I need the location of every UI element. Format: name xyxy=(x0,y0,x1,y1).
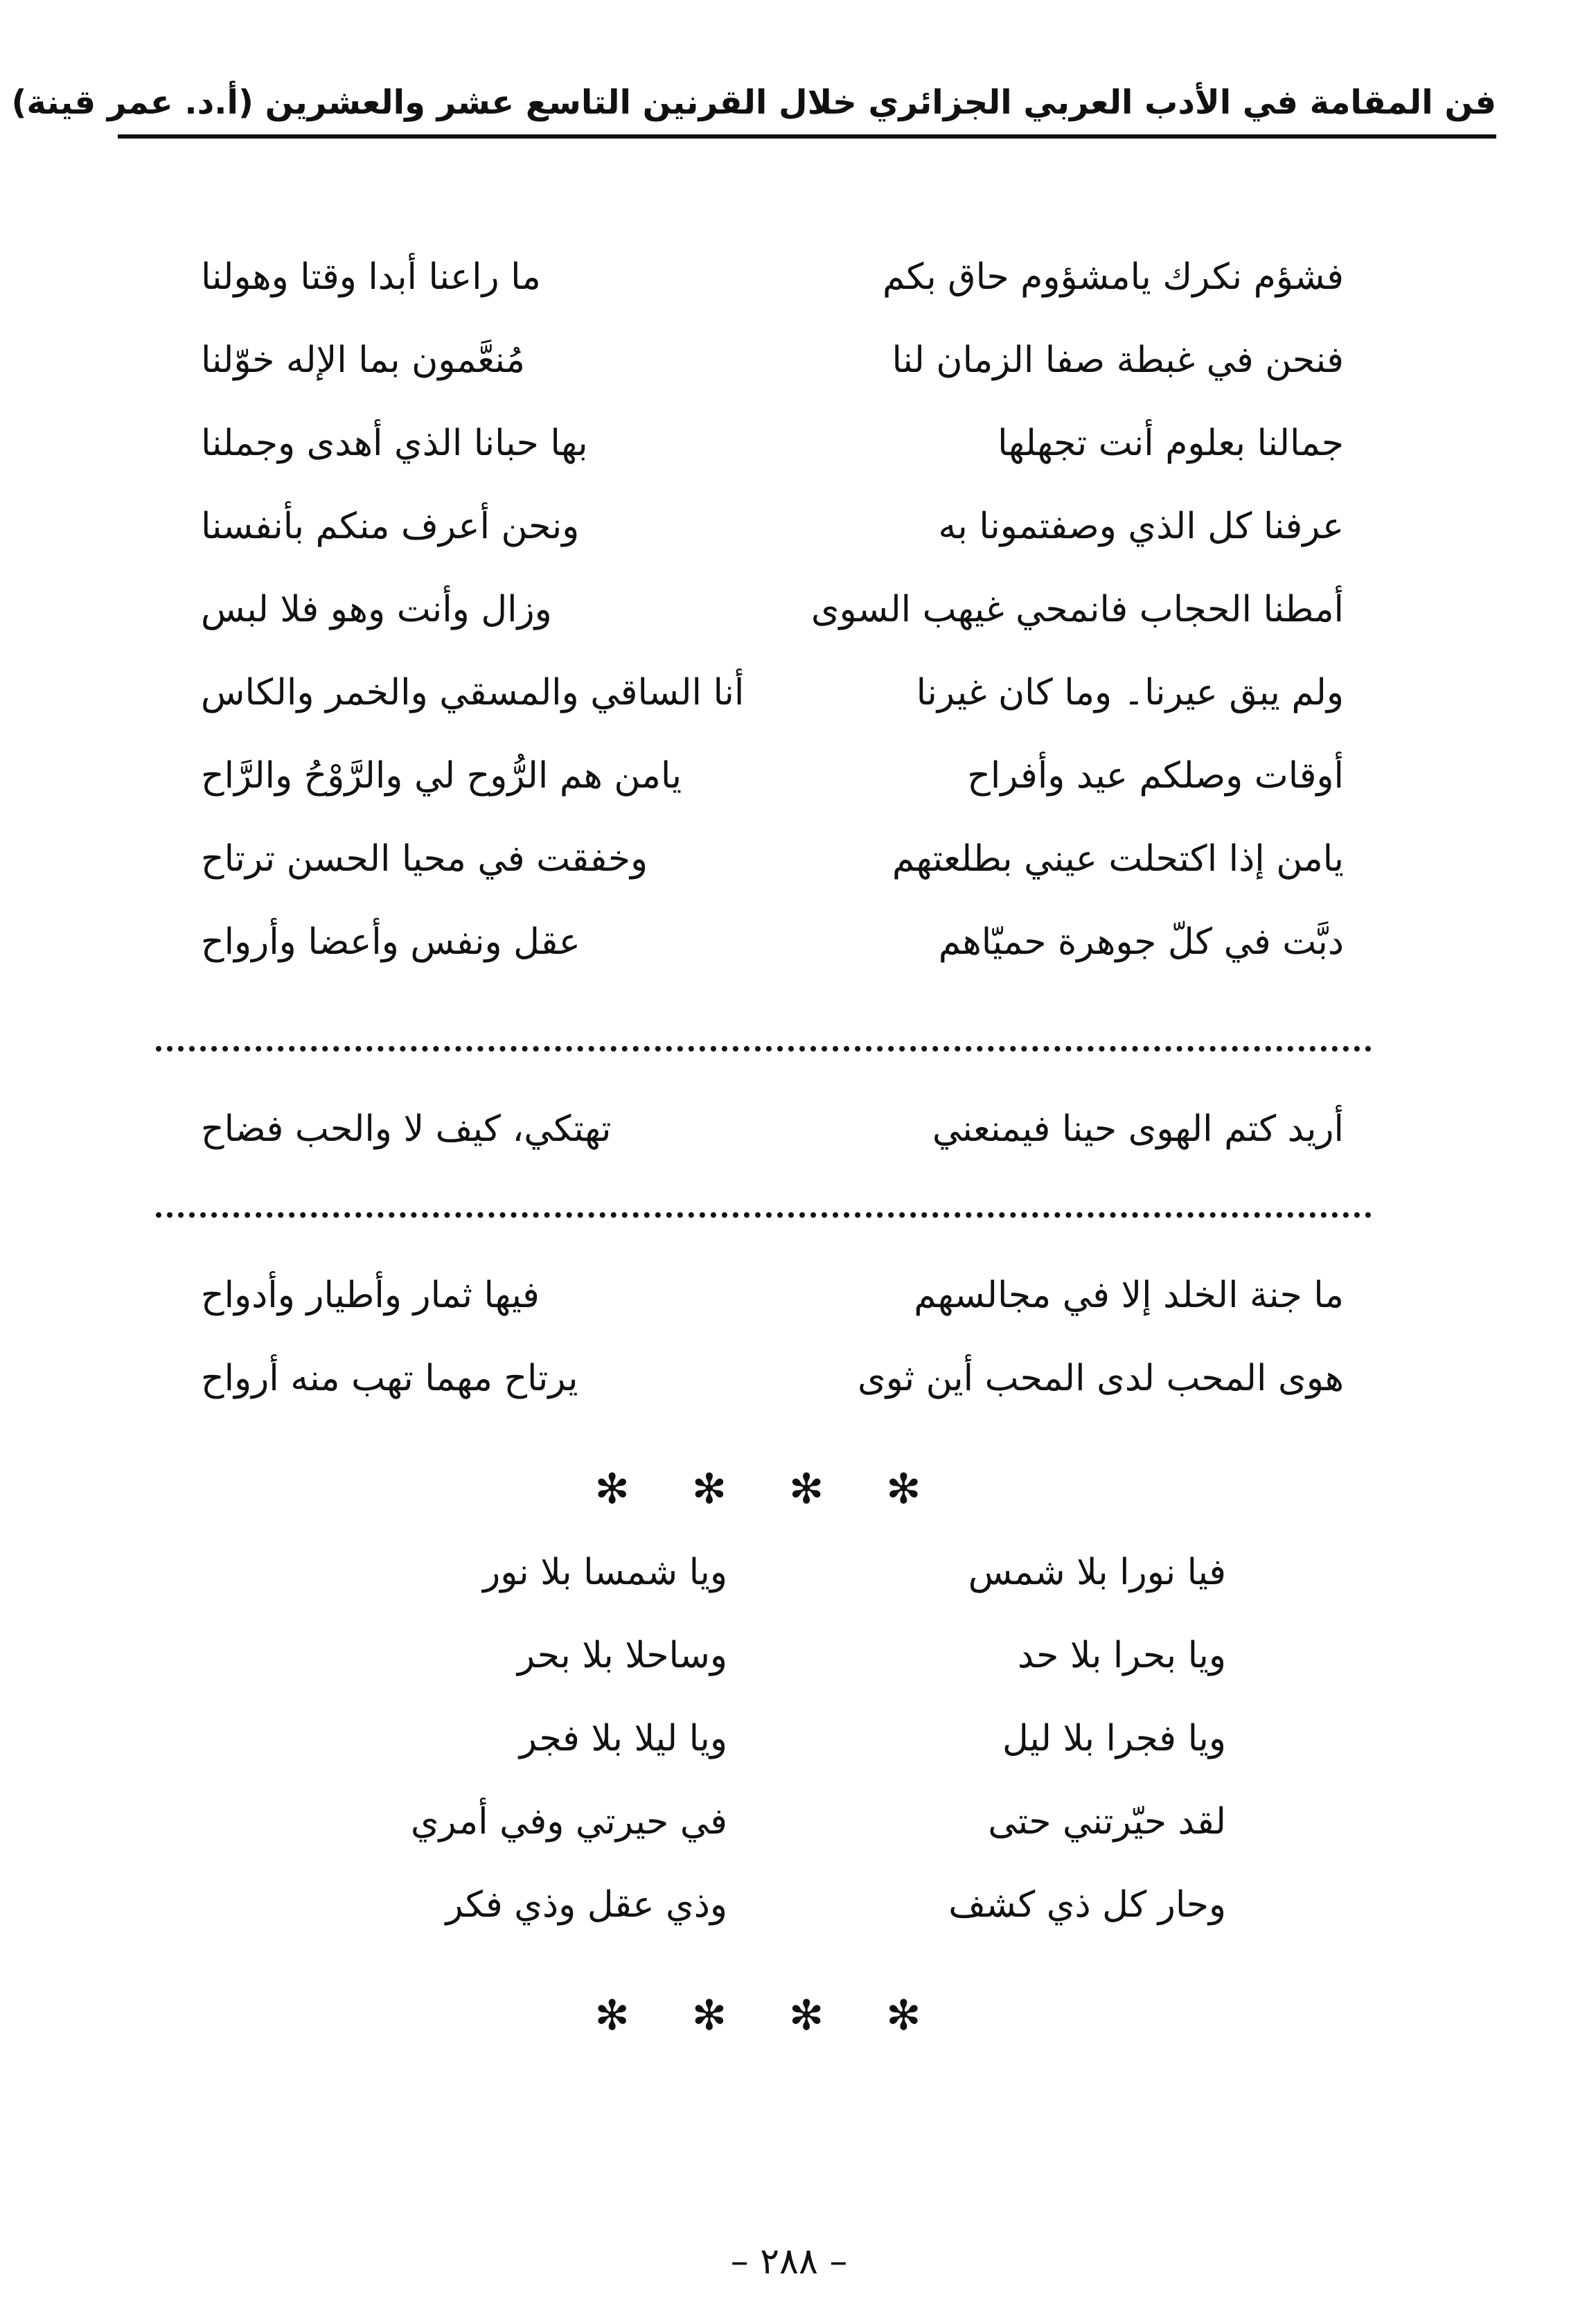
verse-second-hemistich: يامن هم الرُّوح لي والرَّوْحُ والرَّاح xyxy=(201,755,682,797)
verse-second-hemistich: أنا الساقي والمسقي والخمر والكاس xyxy=(201,672,745,713)
verse-line xyxy=(201,568,1344,651)
verse-second-hemistich: وساحلا بلا بحر xyxy=(517,1635,727,1676)
verse-second-hemistich: ما راعنا أبدا وقتا وهولنا xyxy=(201,256,541,298)
page-number: – ٢٨٨ – xyxy=(730,2241,848,2282)
verse-first-hemistich: يامن إذا اكتحلت عيني بطلعتهم xyxy=(892,838,1344,880)
verse-first-hemistich: ما جنة الخلد إلا في مجالسهم xyxy=(914,1275,1344,1316)
verse-second-hemistich: وذي عقل وذي فكر xyxy=(445,1884,727,1926)
verse-first-hemistich: أوقات وصلكم عيد وأفراح xyxy=(967,755,1344,797)
verse-second-hemistich: فيها ثمار وأطيار وأدواح xyxy=(201,1275,540,1316)
verse-second-hemistich: وزال وأنت وهو فلا لبس xyxy=(201,589,552,630)
verse-line xyxy=(201,1254,1344,1337)
verse-second-hemistich: مُنعَّمون بما الإله خوّلنا xyxy=(201,339,525,381)
verse-line xyxy=(201,1337,1344,1420)
verse-first-hemistich: أمطنا الحجاب فانمحي غيهب السوى xyxy=(810,589,1344,630)
verse-second-hemistich: ويا شمسا بلا نور xyxy=(483,1552,727,1593)
verse-second-hemistich: ونحن أعرف منكم بأنفسنا xyxy=(201,506,580,547)
verse-line xyxy=(201,402,1344,485)
verse-second-hemistich: وخفقت في محيا الحسن ترتاح xyxy=(201,838,648,880)
verse-first-hemistich: ويا فجرا بلا ليل xyxy=(1002,1718,1226,1759)
verse-line xyxy=(201,1088,1344,1171)
verse-first-hemistich: فنحن في غبطة صفا الزمان لنا xyxy=(892,339,1344,381)
running-header: فن المقامة في الأدب العربي الجزائري خلال القرنين التاسع عشر والعشرين (أ.د. عمر قينة) xyxy=(11,83,1496,122)
verse-first-hemistich: ولم يبق عيرنا۔ وما كان غيرنا xyxy=(916,672,1344,713)
verse-line xyxy=(388,1780,1226,1863)
verse-first-hemistich: ويا بحرا بلا حد xyxy=(1017,1635,1226,1676)
verse-line xyxy=(201,319,1344,402)
asterism-separator: ✻✻✻✻ xyxy=(594,1465,984,1514)
header-rule xyxy=(118,134,1496,139)
verse-line xyxy=(388,1614,1226,1697)
verse-first-hemistich: فيا نورا بلا شمس xyxy=(968,1552,1226,1593)
verse-first-hemistich: عرفنا كل الذي وصفتمونا به xyxy=(938,506,1344,547)
verse-line xyxy=(201,236,1344,319)
verse-line xyxy=(201,734,1344,817)
verse-first-hemistich: أريد كتم الهوى حينا فيمنعني xyxy=(932,1108,1344,1150)
verse-second-hemistich: عقل ونفس وأعضا وأرواح xyxy=(201,921,580,963)
verse-second-hemistich: يرتاح مهما تهب منه أرواح xyxy=(201,1358,578,1399)
verse-first-hemistich: جمالنا بعلوم أنت تجهلها xyxy=(998,423,1344,464)
verse-line xyxy=(201,651,1344,734)
verse-first-hemistich: هوى المحب لدى المحب أين ثوى xyxy=(858,1358,1344,1399)
dotted-separator xyxy=(156,1212,1372,1218)
verse-line xyxy=(201,817,1344,901)
verse-first-hemistich: لقد حيّرتني حتى xyxy=(988,1801,1226,1843)
verse-line xyxy=(201,485,1344,568)
verse-line xyxy=(388,1697,1226,1780)
verse-line xyxy=(388,1863,1226,1946)
verse-second-hemistich: في حيرتي وفي أمري xyxy=(410,1801,727,1843)
verse-second-hemistich: ويا ليلا بلا فجر xyxy=(519,1718,727,1759)
verse-first-hemistich: وحار كل ذي كشف xyxy=(948,1884,1226,1926)
dotted-separator xyxy=(156,1046,1372,1052)
verse-first-hemistich: دبَّت في كلّ جوهرة حميّاهم xyxy=(938,921,1344,963)
verse-first-hemistich: فشؤم نكرك يامشؤوم حاق بكم xyxy=(882,256,1344,298)
verse-second-hemistich: بها حبانا الذي أهدى وجملنا xyxy=(201,423,588,464)
verse-line xyxy=(388,1531,1226,1614)
verse-line xyxy=(201,901,1344,984)
asterism-separator: ✻✻✻✻ xyxy=(594,1992,984,2040)
verse-second-hemistich: تهتكي، كيف لا والحب فضاح xyxy=(201,1108,612,1150)
